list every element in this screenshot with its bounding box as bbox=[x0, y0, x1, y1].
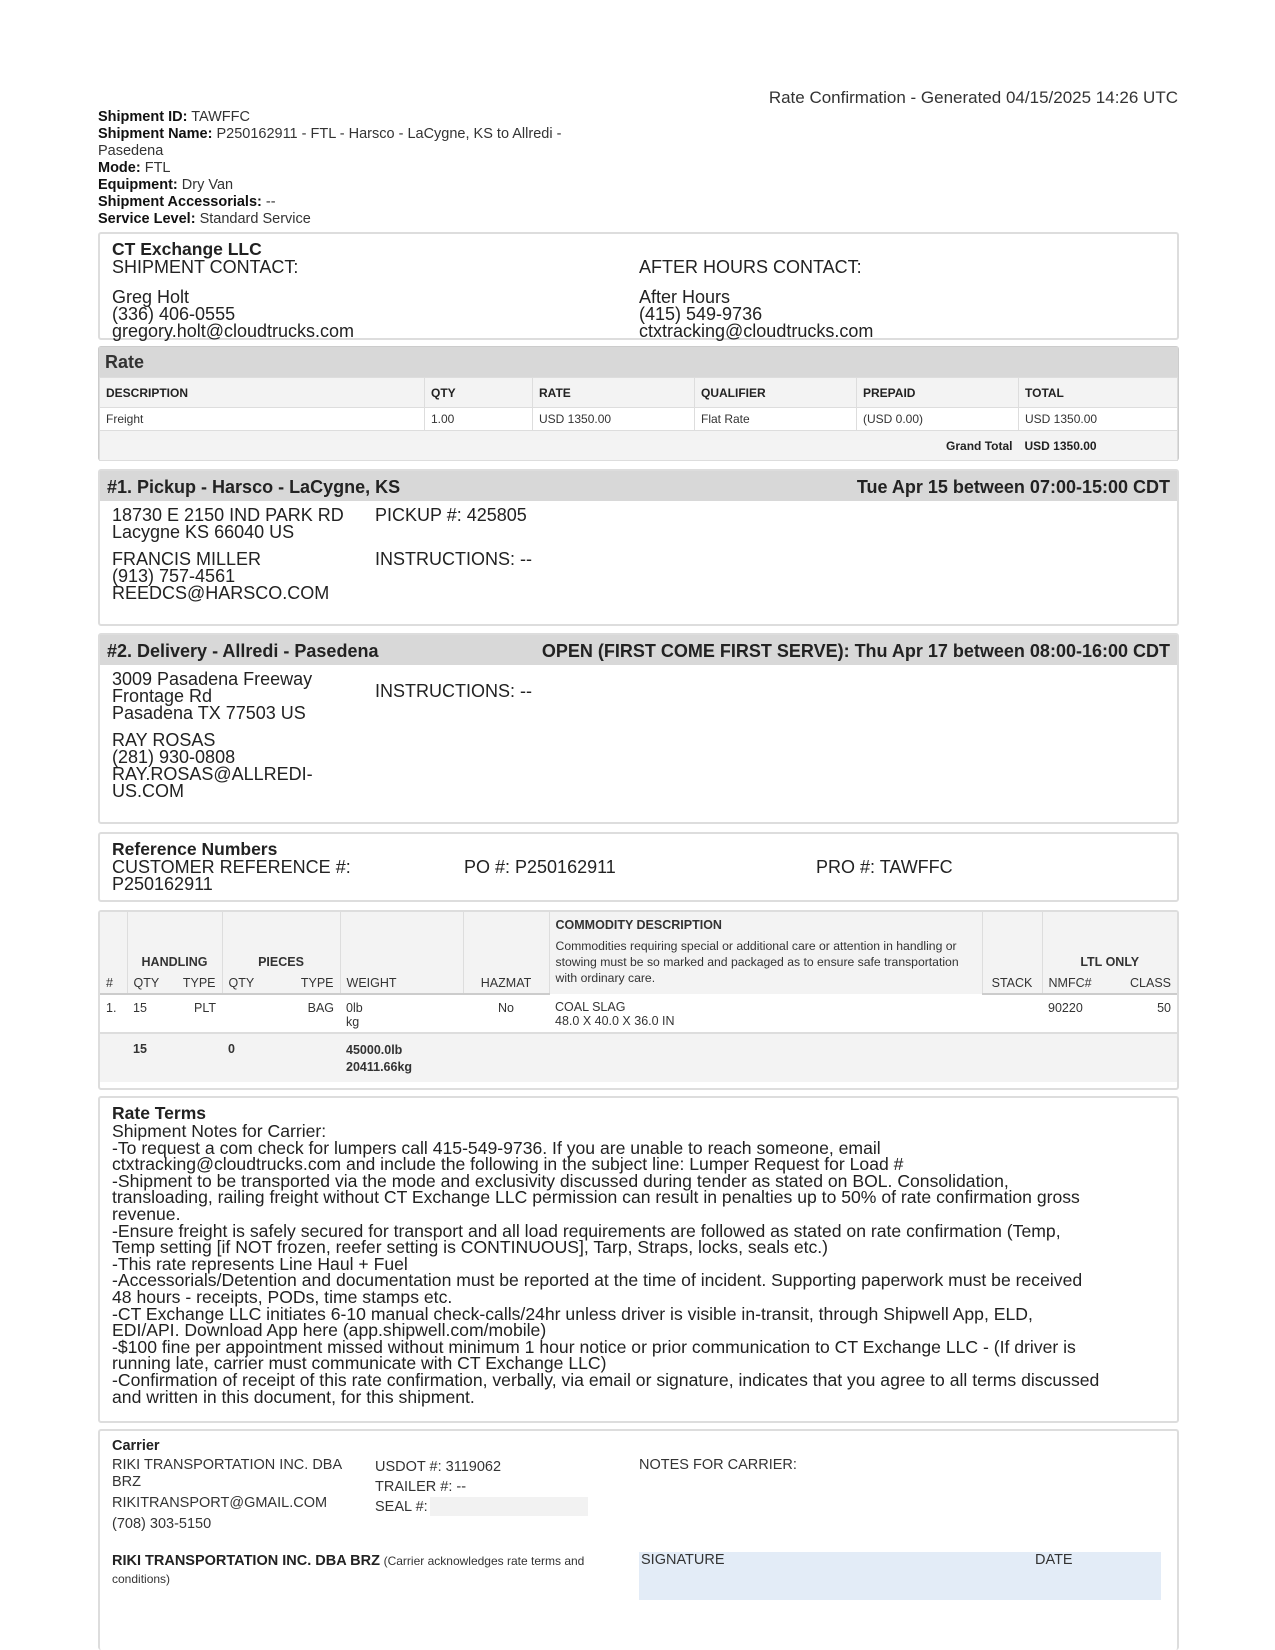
accessorials-label: Shipment Accessorials: bbox=[98, 194, 262, 210]
commodity-total-qty: 15 bbox=[127, 1033, 175, 1082]
rate-terms-line: -To request a com check for lumpers call 415-549-9736. If you are unable to reach someone, email bbox=[112, 1137, 881, 1158]
pickup-instructions: INSTRUCTIONS: -- bbox=[375, 549, 532, 569]
rate-terms-line: -Accessorials/Detention and documentation must be reported at the time of incident. Supporting paperwork must be received bbox=[112, 1270, 1083, 1291]
commodity-table bbox=[100, 912, 1177, 1082]
shipment-name-label: Shipment Name: bbox=[98, 126, 213, 142]
col-handling-type: TYPE bbox=[175, 973, 222, 994]
commodity-total-weight-lb: 45000.0lb bbox=[346, 1043, 403, 1057]
pickup-number: PICKUP #: 425805 bbox=[375, 505, 527, 525]
accessorials-value: -- bbox=[265, 194, 276, 210]
rate-cell-total: USD 1350.00 bbox=[1019, 408, 1178, 431]
rate-cell-qty: 1.00 bbox=[425, 408, 533, 431]
shipment-id-label: Shipment ID: bbox=[98, 109, 188, 125]
rate-col-prepaid: PREPAID bbox=[857, 378, 1019, 408]
rate-terms-line: transloading, railing freight without CT Exchange LLC permission can result in penalties up to 50% of rate confirmation gross bbox=[112, 1187, 1080, 1208]
pickup-contact-name: FRANCIS MILLER bbox=[112, 549, 262, 569]
company-name: CT Exchange LLC bbox=[112, 239, 262, 259]
delivery-contact-email-line2: US.COM bbox=[112, 781, 184, 801]
shipment-name: P250162911 - FTL - Harsco - LaCygne, KS to Allredi - Pasedena bbox=[98, 126, 562, 159]
pickup-address-line2: Lacygne KS 66040 US bbox=[112, 522, 295, 542]
mode-label: Mode: bbox=[98, 160, 141, 176]
col-weight: WEIGHT bbox=[340, 973, 463, 994]
commodity-total-weight bbox=[340, 1033, 549, 1082]
carrier-email: RIKITRANSPORT@GMAIL.COM bbox=[112, 1495, 328, 1511]
delivery-location bbox=[112, 671, 375, 800]
rate-table bbox=[99, 377, 1178, 461]
commodity-row-weight-lb: 0lb bbox=[346, 1001, 363, 1015]
commodity-description-header bbox=[549, 912, 982, 994]
commodity-total-row bbox=[100, 1033, 1177, 1082]
customer-reference-value: P250162911 bbox=[112, 874, 213, 894]
carrier-box bbox=[98, 1429, 1179, 1650]
ltl-only-header: LTL ONLY bbox=[1042, 912, 1177, 973]
col-handling-qty: QTY bbox=[127, 973, 175, 994]
pickup-contact-phone: (913) 757-4561 bbox=[112, 566, 236, 586]
rate-box bbox=[98, 346, 1179, 461]
rate-terms-title: Rate Terms bbox=[112, 1103, 207, 1123]
seal-input[interactable] bbox=[430, 1497, 588, 1516]
delivery-title: #2. Delivery - Allredi - Pasedena bbox=[107, 641, 379, 661]
carrier-name-line1: RIKI TRANSPORTATION INC. DBA bbox=[112, 1457, 343, 1473]
carrier-title: Carrier bbox=[112, 1438, 160, 1454]
pieces-header: PIECES bbox=[222, 912, 340, 973]
rate-cell-prepaid: (USD 0.00) bbox=[857, 408, 1019, 431]
commodity-row-stack bbox=[982, 994, 1042, 1033]
shipment-contact bbox=[112, 259, 639, 340]
rate-terms-box bbox=[98, 1096, 1179, 1423]
delivery-details bbox=[375, 671, 532, 800]
shipment-contact-email: gregory.holt@cloudtrucks.com bbox=[112, 321, 355, 341]
commodity-row-pieces-type: BAG bbox=[307, 1001, 335, 1015]
pro-number: PRO #: TAWFFC bbox=[816, 857, 953, 877]
col-stack: STACK bbox=[982, 973, 1042, 994]
grand-total-row bbox=[100, 431, 1178, 461]
rate-terms-line: -Ensure freight is safely secured for transport and all load requirements are followed as stated on rate confirmation (Temp, bbox=[112, 1220, 1061, 1241]
carrier-ack-note2: conditions) bbox=[112, 1572, 171, 1586]
commodity-description-note: Commodities requiring special or additional care or attention in handling or stowing must be so marked and packaged as to ensure safe transportation with ordinary care. bbox=[555, 939, 959, 985]
rate-terms-line: Shipment Notes for Carrier: bbox=[112, 1121, 327, 1141]
pickup-address-line1: 18730 E 2150 IND PARK RD bbox=[112, 505, 344, 525]
equipment-label: Equipment: bbox=[98, 177, 178, 193]
after-hours-name: After Hours bbox=[639, 287, 731, 307]
commodity-row-weight-kg: kg bbox=[346, 1015, 360, 1029]
rate-terms-line: ctxtracking@cloudtrucks.com and include the following in the subject line: Lumper Request for Load # bbox=[112, 1154, 904, 1175]
pickup-location bbox=[112, 507, 375, 602]
commodity-row-desc-name: COAL SLAG bbox=[555, 1000, 626, 1014]
carrier-phone: (708) 303-5150 bbox=[112, 1516, 212, 1532]
commodity-row-qty: 15 bbox=[133, 1001, 147, 1015]
after-hours-email: ctxtracking@cloudtrucks.com bbox=[639, 321, 874, 341]
col-class: CLASS bbox=[1109, 973, 1177, 994]
carrier-seal-label: SEAL #: bbox=[375, 1499, 428, 1515]
rate-col-rate: RATE bbox=[533, 378, 695, 408]
signature-area[interactable] bbox=[639, 1552, 1161, 1600]
carrier-name-line2: BRZ bbox=[112, 1474, 141, 1490]
commodity-header-group-row bbox=[100, 912, 1177, 973]
service-level-label: Service Level: bbox=[98, 211, 196, 227]
delivery-instructions: INSTRUCTIONS: -- bbox=[375, 681, 532, 701]
grand-total-label: Grand Total bbox=[100, 431, 1019, 461]
col-nmfc: NMFC# bbox=[1042, 973, 1109, 994]
shipment-contact-phone: (336) 406-0555 bbox=[112, 304, 236, 324]
reference-box bbox=[98, 832, 1179, 902]
grand-total-value: USD 1350.00 bbox=[1019, 431, 1178, 461]
equipment-value: Dry Van bbox=[181, 177, 234, 193]
rate-title: Rate bbox=[99, 347, 1178, 377]
col-pieces-type: TYPE bbox=[270, 973, 340, 994]
shipment-id: TAWFFC bbox=[191, 109, 250, 125]
delivery-contact-name: RAY ROSAS bbox=[112, 730, 216, 750]
pickup-details bbox=[375, 507, 532, 602]
mode-value: FTL bbox=[144, 160, 171, 176]
rate-terms-line: 48 hours - receipts, PODs, time stamps etc. bbox=[112, 1286, 453, 1307]
customer-reference bbox=[112, 859, 464, 893]
rate-terms-line: -This rate represents Line Haul + Fuel bbox=[112, 1253, 408, 1274]
carrier-ids bbox=[375, 1457, 639, 1533]
rate-terms-line: revenue. bbox=[112, 1203, 181, 1224]
rate-terms-line: -Shipment to be transported via the mode and exclusivity discussed during tender as stated on BOL. Consolidation, bbox=[112, 1170, 1009, 1191]
rate-terms-line: and written in this document, for this shipment. bbox=[112, 1386, 475, 1407]
after-hours-label: AFTER HOURS CONTACT: bbox=[639, 257, 862, 277]
rate-header-row bbox=[100, 378, 1178, 408]
shipment-contact-label: SHIPMENT CONTACT: bbox=[112, 257, 299, 277]
delivery-address-line1: 3009 Pasadena Freeway bbox=[112, 669, 313, 689]
pickup-box bbox=[98, 469, 1179, 626]
rate-cell-rate: USD 1350.00 bbox=[533, 408, 695, 431]
rate-terms-line: -Confirmation of receipt of this rate confirmation, verbally, via email or signature, indicates that you agree to all terms discussed bbox=[112, 1369, 1100, 1390]
carrier-trailer: TRAILER #: -- bbox=[375, 1479, 467, 1495]
carrier-ack-text bbox=[112, 1552, 639, 1600]
delivery-address-line2: Frontage Rd bbox=[112, 686, 213, 706]
delivery-header bbox=[100, 635, 1177, 665]
handling-header: HANDLING bbox=[127, 912, 222, 973]
delivery-address-line3: Pasadena TX 77503 US bbox=[112, 703, 306, 723]
rate-col-qty: QTY bbox=[425, 378, 533, 408]
document-title: Rate Confirmation - Generated 04/15/2025 14:26 UTC bbox=[768, 88, 1178, 107]
after-hours-contact bbox=[639, 259, 873, 340]
pickup-window: Tue Apr 15 between 07:00-15:00 CDT bbox=[856, 477, 1170, 497]
col-number: # bbox=[100, 973, 127, 994]
rate-terms-line: -$100 fine per appointment missed without minimum 1 hour notice or prior communication to CT Exchange LLC - (If driver is bbox=[112, 1336, 1076, 1357]
rate-col-description: DESCRIPTION bbox=[100, 378, 425, 408]
pickup-title: #1. Pickup - Harsco - LaCygne, KS bbox=[107, 477, 401, 497]
rate-terms-body bbox=[112, 1123, 1165, 1405]
customer-reference-label: CUSTOMER REFERENCE #: bbox=[112, 857, 351, 877]
commodity-row bbox=[100, 994, 1177, 1033]
after-hours-phone: (415) 549-9736 bbox=[639, 304, 763, 324]
carrier-ack-name: RIKI TRANSPORTATION INC. DBA BRZ bbox=[112, 1553, 380, 1569]
carrier-info bbox=[112, 1457, 375, 1533]
pickup-contact-email: REEDCS@HARSCO.COM bbox=[112, 583, 330, 603]
commodity-total-pieces: 0 bbox=[222, 1033, 270, 1082]
commodity-row-pieces-qty bbox=[222, 994, 270, 1033]
commodity-row-desc-dims: 48.0 X 40.0 X 36.0 IN bbox=[555, 1014, 675, 1028]
carrier-acknowledgement bbox=[112, 1552, 1165, 1600]
commodity-row-class: 50 bbox=[1157, 1001, 1171, 1015]
rate-col-qualifier: QUALIFIER bbox=[695, 378, 857, 408]
col-hazmat: HAZMAT bbox=[463, 973, 549, 994]
contacts-box bbox=[98, 232, 1179, 340]
service-level-value: Standard Service bbox=[199, 211, 311, 227]
date-label: DATE bbox=[1035, 1552, 1073, 1568]
rate-terms-line: Temp setting [if NOT frozen, reefer setting is CONTINUOUS], Tarp, Straps, locks, seals etc.) bbox=[112, 1237, 829, 1258]
rate-terms-line: running late, carrier must communicate with CT Exchange LLC) bbox=[112, 1353, 607, 1374]
commodity-row-type: PLT bbox=[194, 1001, 216, 1015]
signature-label: SIGNATURE bbox=[641, 1552, 725, 1568]
rate-cell-description: Freight bbox=[100, 408, 425, 431]
delivery-window: OPEN (FIRST COME FIRST SERVE): Thu Apr 17 between 08:00-16:00 CDT bbox=[541, 641, 1170, 661]
delivery-contact-email-line1: RAY.ROSAS@ALLREDI- bbox=[112, 764, 313, 784]
rate-cell-qualifier: Flat Rate bbox=[695, 408, 857, 431]
carrier-ack-note1: (Carrier acknowledges rate terms and bbox=[383, 1554, 585, 1568]
rate-col-total: TOTAL bbox=[1019, 378, 1178, 408]
commodity-box bbox=[98, 910, 1179, 1090]
commodity-row-hazmat: No bbox=[498, 1001, 514, 1015]
commodity-row-weight bbox=[340, 994, 463, 1033]
delivery-box bbox=[98, 633, 1179, 824]
shipment-meta bbox=[98, 109, 618, 228]
commodity-total-weight-kg: 20411.66kg bbox=[346, 1060, 413, 1074]
shipment-contact-name: Greg Holt bbox=[112, 287, 190, 307]
commodity-description-title: COMMODITY DESCRIPTION bbox=[555, 918, 722, 932]
commodity-row-description bbox=[549, 994, 982, 1033]
commodity-row-nmfc: 90220 bbox=[1048, 1001, 1083, 1015]
commodity-row-number: 1. bbox=[106, 1001, 117, 1015]
carrier-usdot: USDOT #: 3119062 bbox=[375, 1459, 502, 1475]
rate-terms-line: -CT Exchange LLC initiates 6-10 manual check-calls/24hr unless driver is visible in-transit, through Shipwell App, ELD, bbox=[112, 1303, 1033, 1324]
rate-row bbox=[100, 408, 1178, 431]
delivery-contact-phone: (281) 930-0808 bbox=[112, 747, 236, 767]
pickup-header bbox=[100, 471, 1177, 501]
rate-terms-line: EDI/API. Download App here (app.shipwell.com/mobile) bbox=[112, 1320, 547, 1341]
col-pieces-qty: QTY bbox=[222, 973, 270, 994]
notes-for-carrier: NOTES FOR CARRIER: bbox=[639, 1457, 797, 1473]
po-number: PO #: P250162911 bbox=[464, 857, 616, 877]
reference-title: Reference Numbers bbox=[112, 839, 278, 859]
